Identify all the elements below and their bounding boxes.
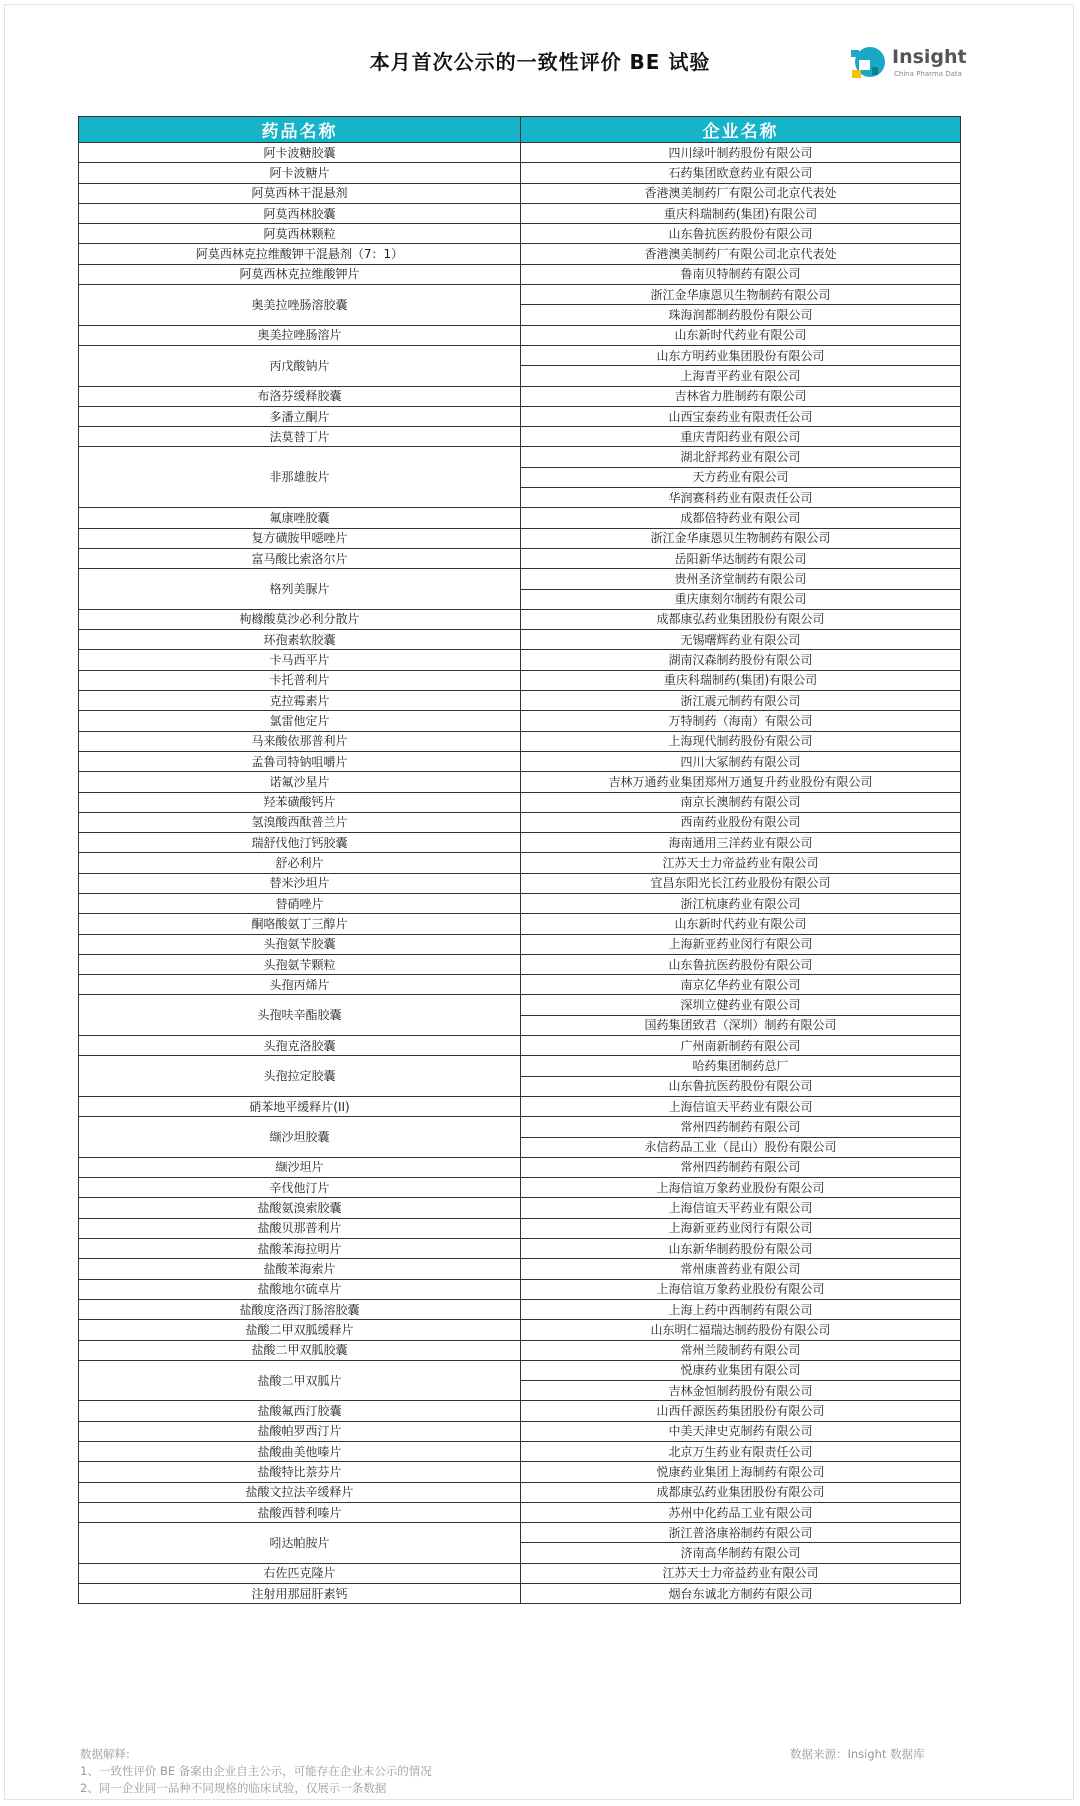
table-row bbox=[79, 1360, 961, 1380]
table-row bbox=[79, 691, 961, 711]
table-row bbox=[79, 548, 961, 568]
drug-name-cell: 卡托普利片 bbox=[79, 670, 521, 690]
table-row bbox=[79, 1056, 961, 1076]
table-row bbox=[79, 1117, 961, 1137]
table-row bbox=[79, 731, 961, 751]
insight-logo bbox=[848, 44, 968, 84]
drug-name-cell: 盐酸二甲双胍缓释片 bbox=[79, 1320, 521, 1340]
table-header-row bbox=[79, 117, 961, 143]
table-row bbox=[79, 751, 961, 771]
company-name-cell: 上海信谊万象药业股份有限公司 bbox=[521, 1178, 961, 1198]
company-name-cell: 上海信谊天平药业有限公司 bbox=[521, 1096, 961, 1116]
company-name-cell: 贵州圣济堂制药有限公司 bbox=[521, 569, 961, 589]
company-name-cell: 哈药集团制药总厂 bbox=[521, 1056, 961, 1076]
drug-name-cell: 盐酸帕罗西汀片 bbox=[79, 1421, 521, 1441]
company-name-cell: 山东新时代药业有限公司 bbox=[521, 325, 961, 345]
company-name-cell: 鲁南贝特制药有限公司 bbox=[521, 264, 961, 284]
company-name-cell: 江苏天士力帝益药业有限公司 bbox=[521, 853, 961, 873]
drug-name-cell: 头孢呋辛酯胶囊 bbox=[79, 995, 521, 1036]
company-name-cell: 悦康药业集团有限公司 bbox=[521, 1360, 961, 1380]
notes-heading: 数据解释: bbox=[80, 1747, 130, 1761]
drug-name-cell: 环孢素软胶囊 bbox=[79, 630, 521, 650]
table-row bbox=[79, 670, 961, 690]
drug-name-cell: 盐酸氨溴索胶囊 bbox=[79, 1198, 521, 1218]
company-name-cell: 上海现代制药股份有限公司 bbox=[521, 731, 961, 751]
drug-name-cell: 氢溴酸西酞普兰片 bbox=[79, 812, 521, 832]
company-name-cell: 珠海润都制药股份有限公司 bbox=[521, 305, 961, 325]
company-name-cell: 国药集团致君（深圳）制药有限公司 bbox=[521, 1015, 961, 1035]
drug-name-cell: 盐酸二甲双胍片 bbox=[79, 1360, 521, 1401]
drug-name-cell: 硝苯地平缓释片(II) bbox=[79, 1096, 521, 1116]
drug-name-cell: 阿莫西林克拉维酸钾干混悬剂（7：1） bbox=[79, 244, 521, 264]
table-row bbox=[79, 873, 961, 893]
company-name-cell: 海南通用三洋药业有限公司 bbox=[521, 833, 961, 853]
table-row bbox=[79, 1036, 961, 1056]
company-name-cell: 岳阳新华达制药有限公司 bbox=[521, 548, 961, 568]
drug-name-cell: 盐酸贝那普利片 bbox=[79, 1218, 521, 1238]
company-name-cell: 吉林省力胜制药有限公司 bbox=[521, 386, 961, 406]
drug-name-cell: 盐酸二甲双胍胶囊 bbox=[79, 1340, 521, 1360]
company-name-cell: 上海信谊万象药业股份有限公司 bbox=[521, 1279, 961, 1299]
company-name-cell: 山东新时代药业有限公司 bbox=[521, 914, 961, 934]
company-name-cell: 浙江震元制药有限公司 bbox=[521, 691, 961, 711]
logo-wordmark: Insight bbox=[892, 46, 967, 68]
table-row bbox=[79, 285, 961, 305]
table-row bbox=[79, 244, 961, 264]
company-name-cell: 山东新华制药股份有限公司 bbox=[521, 1239, 961, 1259]
table-row bbox=[79, 1178, 961, 1198]
table-row bbox=[79, 1584, 961, 1604]
company-name-cell: 江苏天士力帝益药业有限公司 bbox=[521, 1563, 961, 1583]
drug-name-cell: 孟鲁司特钠咀嚼片 bbox=[79, 751, 521, 771]
table-row bbox=[79, 528, 961, 548]
drug-name-cell: 多潘立酮片 bbox=[79, 406, 521, 426]
table-row bbox=[79, 406, 961, 426]
company-name-cell: 四川绿叶制药股份有限公司 bbox=[521, 143, 961, 163]
table-row bbox=[79, 812, 961, 832]
table-row bbox=[79, 427, 961, 447]
table-row bbox=[79, 143, 961, 163]
company-name-cell: 山东鲁抗医药股份有限公司 bbox=[521, 1076, 961, 1096]
company-name-cell: 上海青平药业有限公司 bbox=[521, 366, 961, 386]
table-row bbox=[79, 1563, 961, 1583]
company-name-cell: 浙江金华康恩贝生物制药有限公司 bbox=[521, 285, 961, 305]
table-row bbox=[79, 995, 961, 1015]
table-row bbox=[79, 1401, 961, 1421]
drug-name-cell: 阿卡波糖片 bbox=[79, 163, 521, 183]
drug-name-cell: 盐酸特比萘芬片 bbox=[79, 1462, 521, 1482]
drug-name-cell: 替米沙坦片 bbox=[79, 873, 521, 893]
company-name-cell: 上海新亚药业闵行有限公司 bbox=[521, 934, 961, 954]
table-row bbox=[79, 386, 961, 406]
drug-name-cell: 阿莫西林颗粒 bbox=[79, 224, 521, 244]
table-row bbox=[79, 1502, 961, 1522]
drug-name-cell: 羟苯磺酸钙片 bbox=[79, 792, 521, 812]
drug-name-cell: 缬沙坦片 bbox=[79, 1157, 521, 1177]
company-name-cell: 华润赛科药业有限责任公司 bbox=[521, 488, 961, 508]
drug-name-cell: 辛伐他汀片 bbox=[79, 1178, 521, 1198]
table-row bbox=[79, 1259, 961, 1279]
company-name-cell: 石药集团欧意药业有限公司 bbox=[521, 163, 961, 183]
notes bbox=[80, 1746, 432, 1797]
company-name-cell: 常州四药制药有限公司 bbox=[521, 1117, 961, 1137]
drug-name-cell: 头孢丙烯片 bbox=[79, 975, 521, 995]
company-name-cell: 济南高华制药有限公司 bbox=[521, 1543, 961, 1563]
drug-name-cell: 奥美拉唑肠溶胶囊 bbox=[79, 285, 521, 326]
table-row bbox=[79, 772, 961, 792]
table-row bbox=[79, 609, 961, 629]
table-row bbox=[79, 1157, 961, 1177]
company-name-cell: 山东鲁抗医药股份有限公司 bbox=[521, 954, 961, 974]
table-row bbox=[79, 853, 961, 873]
table-row bbox=[79, 792, 961, 812]
company-name-cell: 香港澳美制药厂有限公司北京代表处 bbox=[521, 244, 961, 264]
company-name-cell: 重庆康刻尔制药有限公司 bbox=[521, 589, 961, 609]
drug-name-cell: 酮咯酸氨丁三醇片 bbox=[79, 914, 521, 934]
drug-name-cell: 阿莫西林克拉维酸钾片 bbox=[79, 264, 521, 284]
company-name-cell: 常州康普药业有限公司 bbox=[521, 1259, 961, 1279]
drug-name-cell: 盐酸曲美他嗪片 bbox=[79, 1442, 521, 1462]
company-name-cell: 天方药业有限公司 bbox=[521, 467, 961, 487]
company-name-cell: 浙江普洛康裕制药有限公司 bbox=[521, 1523, 961, 1543]
logo-subtitle: China Pharma Data bbox=[894, 70, 962, 78]
table-row bbox=[79, 224, 961, 244]
company-name-cell: 吉林万通药业集团郑州万通复升药业股份有限公司 bbox=[521, 772, 961, 792]
company-name-cell: 吉林金恒制药股份有限公司 bbox=[521, 1381, 961, 1401]
table-row bbox=[79, 650, 961, 670]
table-row bbox=[79, 1218, 961, 1238]
col-header-drug: 药品名称 bbox=[79, 117, 521, 143]
drug-name-cell: 枸橼酸莫沙必利分散片 bbox=[79, 609, 521, 629]
table-row bbox=[79, 630, 961, 650]
company-name-cell: 重庆科瑞制药(集团)有限公司 bbox=[521, 670, 961, 690]
col-header-company: 企业名称 bbox=[521, 117, 961, 143]
drug-name-cell: 头孢氨苄胶囊 bbox=[79, 934, 521, 954]
drug-name-cell: 舒必利片 bbox=[79, 853, 521, 873]
table-row bbox=[79, 893, 961, 913]
table-row bbox=[79, 264, 961, 284]
drug-name-cell: 头孢氨苄颗粒 bbox=[79, 954, 521, 974]
drug-name-cell: 克拉霉素片 bbox=[79, 691, 521, 711]
company-name-cell: 湖南汉森制药股份有限公司 bbox=[521, 650, 961, 670]
drug-name-cell: 阿莫西林胶囊 bbox=[79, 203, 521, 223]
company-name-cell: 永信药品工业（昆山）股份有限公司 bbox=[521, 1137, 961, 1157]
table-row bbox=[79, 1299, 961, 1319]
company-name-cell: 北京万生药业有限责任公司 bbox=[521, 1442, 961, 1462]
table-row bbox=[79, 975, 961, 995]
table-row bbox=[79, 1482, 961, 1502]
table-row bbox=[79, 1523, 961, 1543]
drug-name-cell: 阿莫西林干混悬剂 bbox=[79, 183, 521, 203]
drug-name-cell: 吲达帕胺片 bbox=[79, 1523, 521, 1564]
drug-name-cell: 右佐匹克隆片 bbox=[79, 1563, 521, 1583]
drug-name-cell: 奥美拉唑肠溶片 bbox=[79, 325, 521, 345]
drug-name-cell: 盐酸文拉法辛缓释片 bbox=[79, 1482, 521, 1502]
notes-item: 1、一致性评价 BE 备案由企业自主公示，可能存在企业未公示的情况 bbox=[80, 1764, 432, 1778]
company-name-cell: 南京亿华药业有限公司 bbox=[521, 975, 961, 995]
company-name-cell: 山东明仁福瑞达制药股份有限公司 bbox=[521, 1320, 961, 1340]
table-row bbox=[79, 1198, 961, 1218]
notes-item: 2、同一企业同一品种不同规格的临床试验，仅展示一条数据 bbox=[80, 1781, 387, 1795]
data-source: 数据来源：Insight 数据库 bbox=[790, 1747, 925, 1761]
drug-name-cell: 布洛芬缓释胶囊 bbox=[79, 386, 521, 406]
company-name-cell: 常州四药制药有限公司 bbox=[521, 1157, 961, 1177]
table-row bbox=[79, 1239, 961, 1259]
drug-name-cell: 盐酸地尔硫卓片 bbox=[79, 1279, 521, 1299]
company-name-cell: 深圳立健药业有限公司 bbox=[521, 995, 961, 1015]
company-name-cell: 万特制药（海南）有限公司 bbox=[521, 711, 961, 731]
drug-name-cell: 头孢克洛胶囊 bbox=[79, 1036, 521, 1056]
company-name-cell: 湖北舒邦药业有限公司 bbox=[521, 447, 961, 467]
company-name-cell: 南京长澳制药有限公司 bbox=[521, 792, 961, 812]
company-name-cell: 中美天津史克制药有限公司 bbox=[521, 1421, 961, 1441]
drug-name-cell: 缬沙坦胶囊 bbox=[79, 1117, 521, 1158]
table-row bbox=[79, 711, 961, 731]
company-name-cell: 上海上药中西制药有限公司 bbox=[521, 1299, 961, 1319]
be-trials-table bbox=[78, 116, 961, 1604]
company-name-cell: 四川大冢制药有限公司 bbox=[521, 751, 961, 771]
company-name-cell: 重庆科瑞制药(集团)有限公司 bbox=[521, 203, 961, 223]
table-row bbox=[79, 325, 961, 345]
drug-name-cell: 替硝唑片 bbox=[79, 893, 521, 913]
company-name-cell: 西南药业股份有限公司 bbox=[521, 812, 961, 832]
company-name-cell: 无锡曙辉药业有限公司 bbox=[521, 630, 961, 650]
drug-name-cell: 法莫替丁片 bbox=[79, 427, 521, 447]
company-name-cell: 上海新亚药业闵行有限公司 bbox=[521, 1218, 961, 1238]
company-name-cell: 宜昌东阳光长江药业股份有限公司 bbox=[521, 873, 961, 893]
company-name-cell: 山西宝泰药业有限责任公司 bbox=[521, 406, 961, 426]
company-name-cell: 重庆青阳药业有限公司 bbox=[521, 427, 961, 447]
company-name-cell: 浙江金华康恩贝生物制药有限公司 bbox=[521, 528, 961, 548]
table-row bbox=[79, 833, 961, 853]
company-name-cell: 常州兰陵制药有限公司 bbox=[521, 1340, 961, 1360]
drug-name-cell: 阿卡波糖胶囊 bbox=[79, 143, 521, 163]
table-row bbox=[79, 163, 961, 183]
company-name-cell: 山西仟源医药集团股份有限公司 bbox=[521, 1401, 961, 1421]
insight-logo-icon bbox=[848, 44, 888, 82]
company-name-cell: 烟台东诚北方制药有限公司 bbox=[521, 1584, 961, 1604]
company-name-cell: 成都康弘药业集团股份有限公司 bbox=[521, 1482, 961, 1502]
company-name-cell: 浙江杭康药业有限公司 bbox=[521, 893, 961, 913]
company-name-cell: 香港澳美制药厂有限公司北京代表处 bbox=[521, 183, 961, 203]
drug-name-cell: 卡马西平片 bbox=[79, 650, 521, 670]
table-row bbox=[79, 1442, 961, 1462]
drug-name-cell: 瑞舒伐他汀钙胶囊 bbox=[79, 833, 521, 853]
company-name-cell: 山东鲁抗医药股份有限公司 bbox=[521, 224, 961, 244]
table-row bbox=[79, 569, 961, 589]
table-row bbox=[79, 914, 961, 934]
table-row bbox=[79, 447, 961, 467]
drug-name-cell: 注射用那屈肝素钙 bbox=[79, 1584, 521, 1604]
drug-name-cell: 格列美脲片 bbox=[79, 569, 521, 610]
table-row bbox=[79, 1421, 961, 1441]
table-row bbox=[79, 1320, 961, 1340]
table-row bbox=[79, 1096, 961, 1116]
drug-name-cell: 马来酸依那普利片 bbox=[79, 731, 521, 751]
company-name-cell: 山东方明药业集团股份有限公司 bbox=[521, 345, 961, 365]
table-row bbox=[79, 954, 961, 974]
company-name-cell: 上海信谊天平药业有限公司 bbox=[521, 1198, 961, 1218]
company-name-cell: 广州南新制药有限公司 bbox=[521, 1036, 961, 1056]
table-row bbox=[79, 1340, 961, 1360]
drug-name-cell: 复方磺胺甲噁唑片 bbox=[79, 528, 521, 548]
drug-name-cell: 头孢拉定胶囊 bbox=[79, 1056, 521, 1097]
table-row bbox=[79, 345, 961, 365]
table-row bbox=[79, 934, 961, 954]
drug-name-cell: 富马酸比索洛尔片 bbox=[79, 548, 521, 568]
company-name-cell: 苏州中化药品工业有限公司 bbox=[521, 1502, 961, 1522]
drug-name-cell: 盐酸苯海拉明片 bbox=[79, 1239, 521, 1259]
drug-name-cell: 盐酸苯海索片 bbox=[79, 1259, 521, 1279]
drug-name-cell: 氟康唑胶囊 bbox=[79, 508, 521, 528]
table-body bbox=[79, 143, 961, 1604]
drug-name-cell: 诺氟沙星片 bbox=[79, 772, 521, 792]
company-name-cell: 成都倍特药业有限公司 bbox=[521, 508, 961, 528]
drug-name-cell: 非那雄胺片 bbox=[79, 447, 521, 508]
table-row bbox=[79, 203, 961, 223]
table-row bbox=[79, 1462, 961, 1482]
table-row bbox=[79, 183, 961, 203]
table-row bbox=[79, 1279, 961, 1299]
drug-name-cell: 盐酸西替利嗪片 bbox=[79, 1502, 521, 1522]
page-title: 本月首次公示的一致性评价 BE 试验 bbox=[369, 50, 711, 74]
drug-name-cell: 氯雷他定片 bbox=[79, 711, 521, 731]
company-name-cell: 悦康药业集团上海制药有限公司 bbox=[521, 1462, 961, 1482]
drug-name-cell: 丙戊酸钠片 bbox=[79, 345, 521, 386]
drug-name-cell: 盐酸氟西汀胶囊 bbox=[79, 1401, 521, 1421]
company-name-cell: 成都康弘药业集团股份有限公司 bbox=[521, 609, 961, 629]
table-row bbox=[79, 508, 961, 528]
drug-name-cell: 盐酸度洛西汀肠溶胶囊 bbox=[79, 1299, 521, 1319]
